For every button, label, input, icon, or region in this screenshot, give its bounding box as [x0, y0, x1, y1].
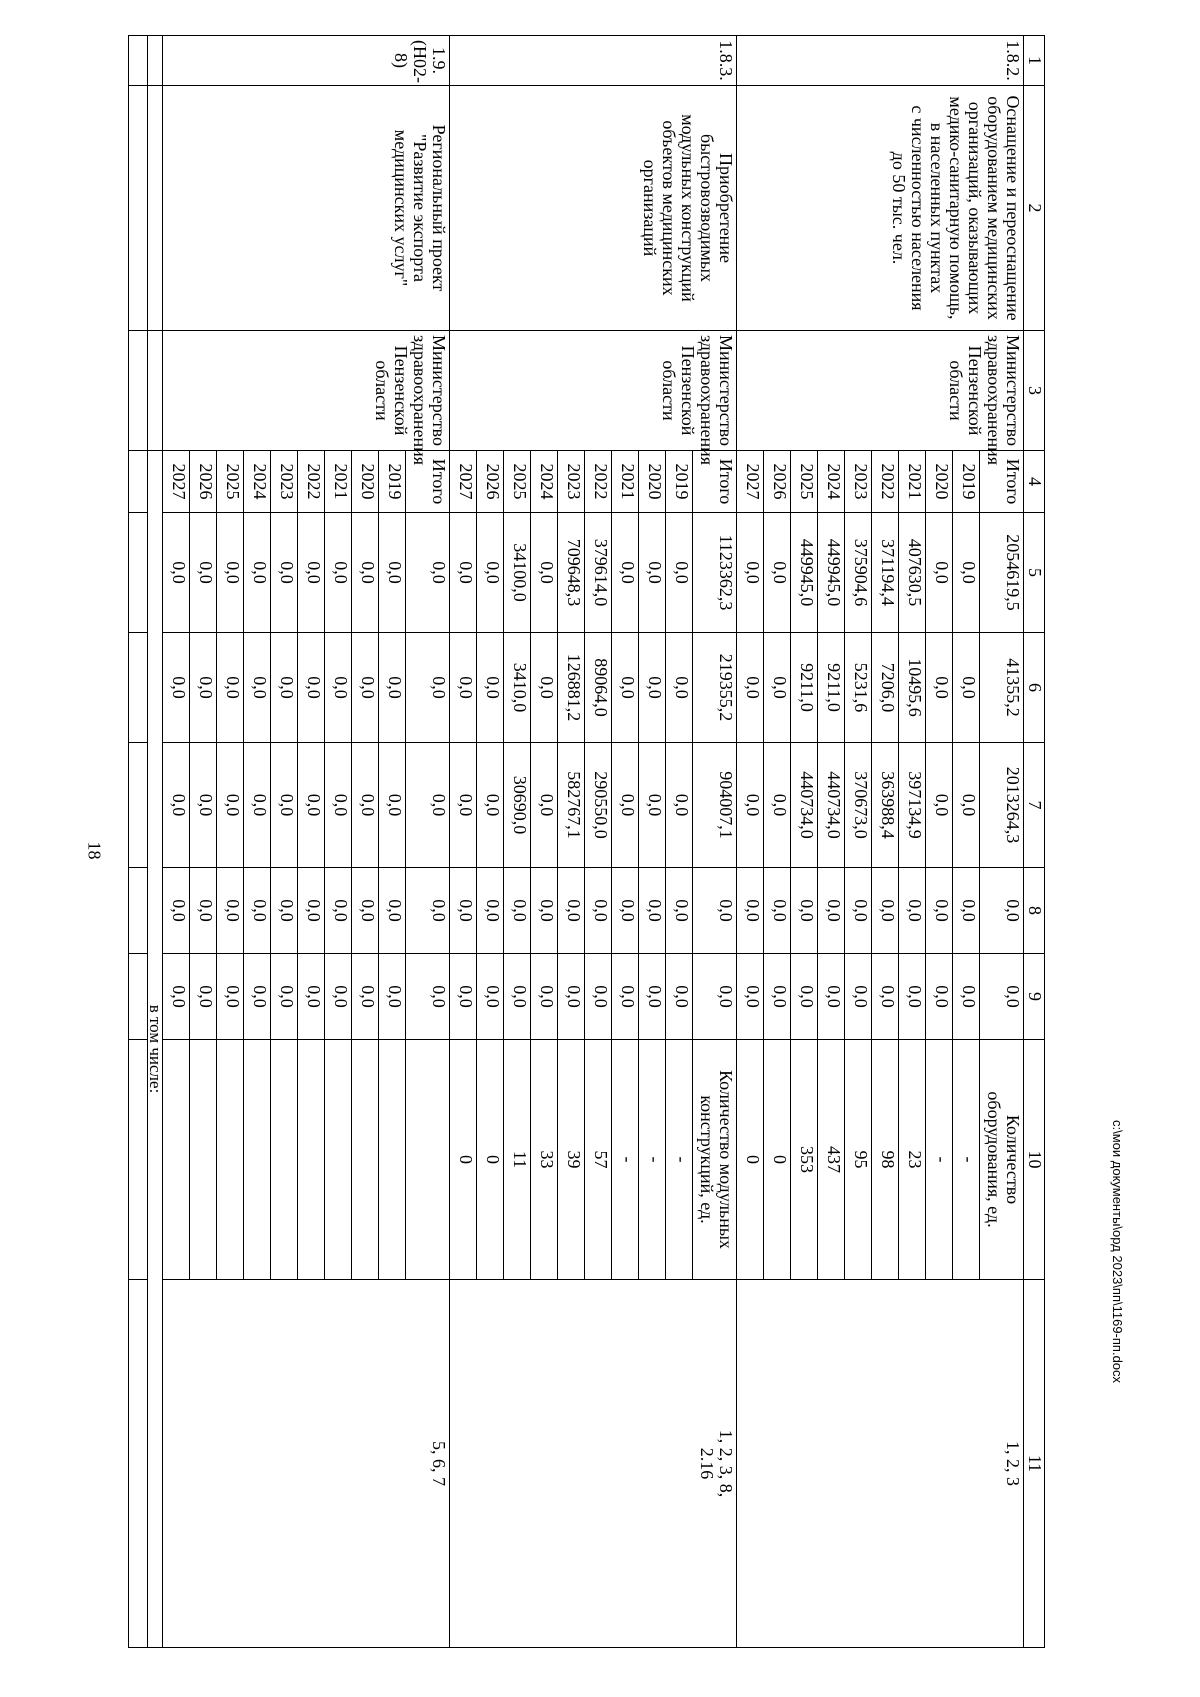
value-c9: 0,0	[352, 954, 379, 1040]
value-c5: 0,0	[325, 513, 352, 633]
total-c9: 0,0	[693, 954, 737, 1040]
year-cell: 2024	[244, 451, 271, 513]
value-c7: 0,0	[450, 743, 477, 868]
value-c6: 126881,2	[558, 633, 585, 743]
year-cell: 2020	[352, 451, 379, 513]
value-c10	[379, 1040, 406, 1280]
column-header-1: 1	[1024, 36, 1045, 86]
value-c5: 0,0	[271, 513, 298, 633]
year-cell: 2019	[953, 451, 980, 513]
value-c8: 0,0	[352, 868, 379, 954]
value-c7: 0,0	[163, 743, 190, 868]
year-cell: 2027	[737, 451, 764, 513]
total-c5: 0,0	[406, 513, 450, 633]
year-cell: 2022	[298, 451, 325, 513]
value-c8: 0,0	[504, 868, 531, 954]
value-c10	[163, 1040, 190, 1280]
section-number: 1.9. (Н02-8)	[163, 36, 450, 86]
year-cell: 2021	[612, 451, 639, 513]
value-c10: 437	[818, 1040, 845, 1280]
value-c5: 0,0	[217, 513, 244, 633]
empty-cell	[129, 633, 148, 743]
value-c7: 0,0	[325, 743, 352, 868]
value-c6: 0,0	[666, 633, 693, 743]
value-c7: 0,0	[217, 743, 244, 868]
value-c10: 0	[477, 1040, 504, 1280]
section-name: Приобретение быстровозводимых модульных конструкций объектов медицинских организаций	[450, 86, 737, 331]
value-c10	[325, 1040, 352, 1280]
value-c8: 0,0	[926, 868, 953, 954]
footer-file-path: c:\мои документы\орд 2023\пп\1169-пп.docx	[1110, 1120, 1125, 1384]
empty-cell	[129, 451, 148, 513]
value-c5: 0,0	[737, 513, 764, 633]
value-c9: 0,0	[612, 954, 639, 1040]
empty-cell	[129, 513, 148, 633]
value-c5: 0,0	[639, 513, 666, 633]
value-c8: 0,0	[899, 868, 926, 954]
value-c5: 379614,0	[585, 513, 612, 633]
responsible-org: Министерство здравоохранения Пензенской области	[163, 331, 450, 451]
column-header-5: 5	[1024, 513, 1045, 633]
value-c7: 0,0	[737, 743, 764, 868]
value-c6: 0,0	[953, 633, 980, 743]
value-c9: 0,0	[298, 954, 325, 1040]
value-c5: 0,0	[953, 513, 980, 633]
value-c7: 0,0	[190, 743, 217, 868]
value-c8: 0,0	[298, 868, 325, 954]
value-c6: 0,0	[190, 633, 217, 743]
empty-cell	[129, 1040, 148, 1280]
value-c8: 0,0	[872, 868, 899, 954]
value-c10: -	[953, 1040, 980, 1280]
value-c7: 0,0	[926, 743, 953, 868]
column-header-3: 3	[1024, 331, 1045, 451]
value-c10	[244, 1040, 271, 1280]
value-c7: 0,0	[271, 743, 298, 868]
value-c7: 370673,0	[845, 743, 872, 868]
value-c10: -	[926, 1040, 953, 1280]
value-c9: 0,0	[504, 954, 531, 1040]
value-c10	[271, 1040, 298, 1280]
value-c8: 0,0	[450, 868, 477, 954]
total-c8: 0,0	[693, 868, 737, 954]
value-c9: 0,0	[899, 954, 926, 1040]
section-total-row	[980, 36, 1024, 1648]
value-c8: 0,0	[666, 868, 693, 954]
value-c9: 0,0	[271, 954, 298, 1040]
value-c9: 0,0	[791, 954, 818, 1040]
year-cell: 2021	[899, 451, 926, 513]
value-c8: 0,0	[163, 868, 190, 954]
empty-row	[129, 36, 148, 1648]
value-c6: 0,0	[737, 633, 764, 743]
value-c10: 23	[899, 1040, 926, 1280]
value-c5: 0,0	[926, 513, 953, 633]
value-c6: 0,0	[298, 633, 325, 743]
column-header-4: 4	[1024, 451, 1045, 513]
value-c9: 0,0	[953, 954, 980, 1040]
value-c9: 0,0	[477, 954, 504, 1040]
year-cell: 2027	[450, 451, 477, 513]
note-blank-3	[148, 331, 163, 451]
empty-cell	[129, 331, 148, 451]
value-c7: 0,0	[244, 743, 271, 868]
value-c10: -	[612, 1040, 639, 1280]
section-total-row	[693, 36, 737, 1648]
value-c7: 363988,4	[872, 743, 899, 868]
value-c8: 0,0	[379, 868, 406, 954]
note-blank-1	[148, 36, 163, 86]
indicator-name: Количество модульных конструкций, ед.	[693, 1040, 737, 1280]
year-cell: 2022	[585, 451, 612, 513]
value-c5: 0,0	[298, 513, 325, 633]
value-c5: 34100,0	[504, 513, 531, 633]
value-c10: 95	[845, 1040, 872, 1280]
value-c5: 0,0	[450, 513, 477, 633]
value-c6: 5231,6	[845, 633, 872, 743]
year-cell: 2025	[791, 451, 818, 513]
year-cell: 2025	[504, 451, 531, 513]
page-number: 18	[84, 841, 105, 860]
value-c5: 0,0	[163, 513, 190, 633]
column-header-10: 10	[1024, 1040, 1045, 1280]
value-c8: 0,0	[558, 868, 585, 954]
value-c9: 0,0	[558, 954, 585, 1040]
year-cell: 2023	[271, 451, 298, 513]
year-cell: 2026	[190, 451, 217, 513]
value-c10: 98	[872, 1040, 899, 1280]
rotated-table-container	[146, 35, 1045, 1647]
value-c9: 0,0	[818, 954, 845, 1040]
year-cell: 2026	[477, 451, 504, 513]
value-c8: 0,0	[271, 868, 298, 954]
value-c10: 33	[531, 1040, 558, 1280]
value-c10	[217, 1040, 244, 1280]
value-c8: 0,0	[531, 868, 558, 954]
column-header-7: 7	[1024, 743, 1045, 868]
column-header-8: 8	[1024, 868, 1045, 954]
value-c5: 0,0	[379, 513, 406, 633]
year-cell: 2019	[666, 451, 693, 513]
value-c5: 0,0	[764, 513, 791, 633]
value-c6: 89064,0	[585, 633, 612, 743]
value-c6: 9211,0	[791, 633, 818, 743]
total-label: Итого	[980, 451, 1024, 513]
value-c8: 0,0	[845, 868, 872, 954]
including-note: в том числе:	[148, 451, 163, 1648]
value-c5: 0,0	[666, 513, 693, 633]
value-c10: 0	[764, 1040, 791, 1280]
value-c6: 0,0	[764, 633, 791, 743]
indicator-name: Количество оборудования, ед.	[980, 1040, 1024, 1280]
value-c6: 0,0	[926, 633, 953, 743]
indicator-refs: 5, 6, 7	[163, 1280, 450, 1648]
total-label: Итого	[693, 451, 737, 513]
year-cell: 2024	[531, 451, 558, 513]
year-cell: 2020	[926, 451, 953, 513]
value-c6: 10495,6	[899, 633, 926, 743]
column-header-6: 6	[1024, 633, 1045, 743]
value-c9: 0,0	[666, 954, 693, 1040]
value-c8: 0,0	[325, 868, 352, 954]
value-c7: 397134,9	[899, 743, 926, 868]
value-c5: 0,0	[244, 513, 271, 633]
value-c5: 375904,6	[845, 513, 872, 633]
value-c8: 0,0	[585, 868, 612, 954]
value-c9: 0,0	[926, 954, 953, 1040]
year-cell: 2024	[818, 451, 845, 513]
value-c7: 0,0	[612, 743, 639, 868]
value-c9: 0,0	[244, 954, 271, 1040]
year-cell: 2020	[639, 451, 666, 513]
value-c8: 0,0	[639, 868, 666, 954]
value-c6: 0,0	[639, 633, 666, 743]
header-row	[1024, 36, 1045, 1648]
note-blank-2	[148, 86, 163, 331]
table-body	[129, 36, 1045, 1648]
column-header-11: 11	[1024, 1280, 1045, 1648]
value-c6: 9211,0	[818, 633, 845, 743]
empty-cell	[129, 743, 148, 868]
column-header-2: 2	[1024, 86, 1045, 331]
value-c7: 0,0	[477, 743, 504, 868]
value-c5: 0,0	[477, 513, 504, 633]
value-c8: 0,0	[737, 868, 764, 954]
value-c9: 0,0	[379, 954, 406, 1040]
total-c8: 0,0	[980, 868, 1024, 954]
value-c8: 0,0	[818, 868, 845, 954]
indicator-name	[406, 1040, 450, 1280]
value-c8: 0,0	[244, 868, 271, 954]
section-name: Оснащение и переоснащение оборудованием медицинских организаций, оказывающих медико-санитарную помощь, в населенных пунктах с численностью населения до 50 тыс. чел.	[737, 86, 1024, 331]
total-label: Итого	[406, 451, 450, 513]
value-c7: 440734,0	[818, 743, 845, 868]
year-cell: 2027	[163, 451, 190, 513]
value-c8: 0,0	[190, 868, 217, 954]
value-c5: 709648,3	[558, 513, 585, 633]
year-cell: 2023	[558, 451, 585, 513]
value-c9: 0,0	[325, 954, 352, 1040]
value-c9: 0,0	[450, 954, 477, 1040]
value-c5: 0,0	[612, 513, 639, 633]
total-c7: 2013264,3	[980, 743, 1024, 868]
value-c10: -	[639, 1040, 666, 1280]
total-c7: 904007,1	[693, 743, 737, 868]
responsible-org: Министерство здравоохранения Пензенской области	[450, 331, 737, 451]
value-c9: 0,0	[872, 954, 899, 1040]
year-cell: 2021	[325, 451, 352, 513]
value-c8: 0,0	[477, 868, 504, 954]
section-total-row	[406, 36, 450, 1648]
value-c6: 0,0	[163, 633, 190, 743]
total-c6: 219355,2	[693, 633, 737, 743]
value-c9: 0,0	[845, 954, 872, 1040]
empty-cell	[129, 36, 148, 86]
value-c8: 0,0	[764, 868, 791, 954]
value-c7: 0,0	[764, 743, 791, 868]
value-c8: 0,0	[791, 868, 818, 954]
value-c7: 290550,0	[585, 743, 612, 868]
value-c9: 0,0	[639, 954, 666, 1040]
value-c10	[190, 1040, 217, 1280]
value-c9: 0,0	[531, 954, 558, 1040]
empty-cell	[129, 1280, 148, 1648]
value-c7: 0,0	[639, 743, 666, 868]
value-c10: 0	[450, 1040, 477, 1280]
value-c6: 7206,0	[872, 633, 899, 743]
value-c9: 0,0	[585, 954, 612, 1040]
value-c7: 0,0	[352, 743, 379, 868]
value-c6: 0,0	[244, 633, 271, 743]
year-cell: 2019	[379, 451, 406, 513]
value-c6: 0,0	[325, 633, 352, 743]
total-c5: 1123362,3	[693, 513, 737, 633]
value-c6: 0,0	[531, 633, 558, 743]
total-c7: 0,0	[406, 743, 450, 868]
empty-cell	[129, 86, 148, 331]
total-c5: 2054619,5	[980, 513, 1024, 633]
year-cell: 2025	[217, 451, 244, 513]
value-c5: 371194,4	[872, 513, 899, 633]
year-cell: 2022	[872, 451, 899, 513]
program-table	[128, 35, 1045, 1648]
value-c5: 0,0	[352, 513, 379, 633]
value-c9: 0,0	[163, 954, 190, 1040]
section-name: Региональный проект "Развитие экспорта медицинских услуг"	[163, 86, 450, 331]
value-c6: 0,0	[477, 633, 504, 743]
total-c6: 41355,2	[980, 633, 1024, 743]
value-c9: 0,0	[190, 954, 217, 1040]
value-c5: 0,0	[531, 513, 558, 633]
value-c7: 0,0	[666, 743, 693, 868]
responsible-org: Министерство здравоохранения Пензенской области	[737, 331, 1024, 451]
including-note-row	[148, 36, 163, 1648]
value-c10: 353	[791, 1040, 818, 1280]
value-c9: 0,0	[217, 954, 244, 1040]
value-c10	[352, 1040, 379, 1280]
value-c6: 0,0	[217, 633, 244, 743]
value-c5: 407630,5	[899, 513, 926, 633]
value-c6: 0,0	[612, 633, 639, 743]
section-number: 1.8.3.	[450, 36, 737, 86]
value-c7: 582767,1	[558, 743, 585, 868]
value-c10	[298, 1040, 325, 1280]
value-c8: 0,0	[217, 868, 244, 954]
indicator-refs: 1, 2, 3, 8, 2.16	[450, 1280, 737, 1648]
value-c10: -	[666, 1040, 693, 1280]
column-header-9: 9	[1024, 954, 1045, 1040]
value-c10: 57	[585, 1040, 612, 1280]
value-c5: 449945,0	[791, 513, 818, 633]
total-c9: 0,0	[980, 954, 1024, 1040]
total-c9: 0,0	[406, 954, 450, 1040]
value-c6: 0,0	[379, 633, 406, 743]
indicator-refs: 1, 2, 3	[737, 1280, 1024, 1648]
empty-cell	[129, 954, 148, 1040]
value-c7: 440734,0	[791, 743, 818, 868]
value-c10: 0	[737, 1040, 764, 1280]
year-cell: 2026	[764, 451, 791, 513]
value-c10: 39	[558, 1040, 585, 1280]
value-c5: 0,0	[190, 513, 217, 633]
value-c6: 0,0	[271, 633, 298, 743]
section-number: 1.8.2.	[737, 36, 1024, 86]
total-c6: 0,0	[406, 633, 450, 743]
value-c7: 0,0	[953, 743, 980, 868]
value-c9: 0,0	[737, 954, 764, 1040]
value-c8: 0,0	[612, 868, 639, 954]
value-c8: 0,0	[953, 868, 980, 954]
value-c7: 0,0	[531, 743, 558, 868]
value-c6: 0,0	[450, 633, 477, 743]
value-c6: 3410,0	[504, 633, 531, 743]
value-c7: 0,0	[379, 743, 406, 868]
empty-cell	[129, 868, 148, 954]
value-c5: 449945,0	[818, 513, 845, 633]
year-cell: 2023	[845, 451, 872, 513]
value-c7: 30690,0	[504, 743, 531, 868]
value-c9: 0,0	[764, 954, 791, 1040]
total-c8: 0,0	[406, 868, 450, 954]
value-c6: 0,0	[352, 633, 379, 743]
value-c7: 0,0	[298, 743, 325, 868]
value-c10: 11	[504, 1040, 531, 1280]
